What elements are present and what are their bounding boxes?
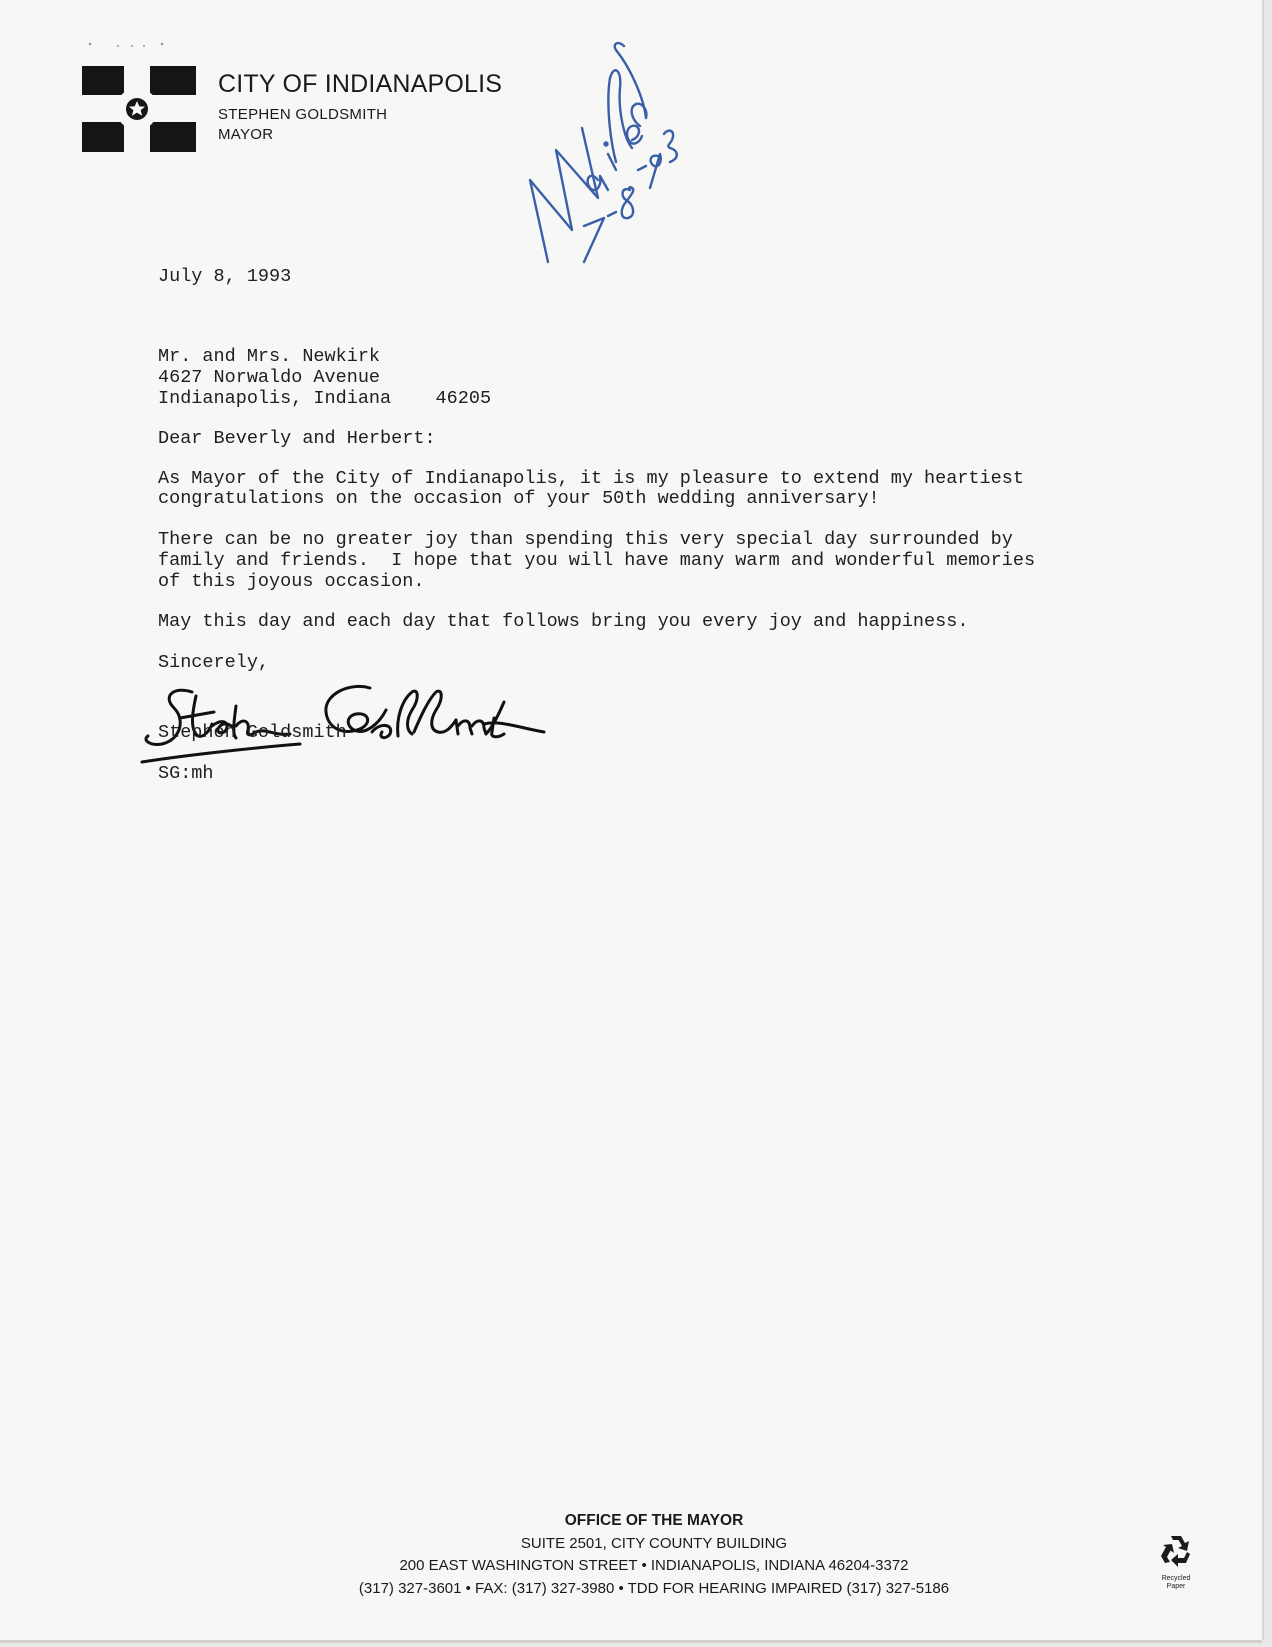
signer-name: Stephen Goldsmith (158, 722, 347, 743)
margin-dots (88, 40, 168, 50)
city-seal-logo (82, 66, 200, 160)
letterhead-name: STEPHEN GOLDSMITH (218, 106, 388, 123)
footer-phones: (317) 327-3601 • FAX: (317) 327-3980 • TDD FOR HEARING IMPAIRED (317) 327-5186 (358, 1580, 950, 1597)
footer-suite: SUITE 2501, CITY COUNTY BUILDING (520, 1535, 788, 1552)
address-line: 4627 Norwaldo Avenue (158, 367, 381, 388)
recycle-label: Paper (1166, 1583, 1186, 1590)
paragraph-line: There can be no greater joy than spending this very special day surrounded by (158, 529, 1013, 550)
paragraph-line: May this day and each day that follows bring you every joy and happiness. (158, 611, 969, 632)
footer-heading: OFFICE OF THE MAYOR (564, 1512, 744, 1529)
paragraph-line: family and friends. I hope that you will have many warm and wonderful memories (158, 550, 1036, 571)
recycle-icon (1157, 1532, 1195, 1570)
letter-date: July 8, 1993 (158, 266, 292, 287)
salutation: Dear Beverly and Herbert: (158, 428, 436, 449)
handwritten-mailed-note (520, 30, 710, 270)
address-line: Mr. and Mrs. Newkirk (158, 346, 381, 367)
recycled-paper-badge (1149, 1532, 1203, 1592)
paragraph-line: congratulations on the occasion of your 50th wedding anniversary! (158, 488, 880, 509)
paragraph-line: As Mayor of the City of Indianapolis, it is my pleasure to extend my heartiest (158, 468, 1024, 489)
recycle-label: Recycled (1161, 1575, 1191, 1582)
paragraph-line: of this joyous occasion. (158, 571, 425, 592)
footer-address: 200 EAST WASHINGTON STREET • INDIANAPOLIS, INDIANA 46204-3372 (399, 1557, 909, 1574)
letterhead-city: CITY OF INDIANAPOLIS (218, 70, 503, 98)
letterhead-title: MAYOR (218, 126, 274, 143)
address-line: Indianapolis, Indiana 46205 (158, 388, 492, 409)
closing: Sincerely, (158, 652, 270, 673)
typist-initials: SG:mh (158, 763, 214, 784)
